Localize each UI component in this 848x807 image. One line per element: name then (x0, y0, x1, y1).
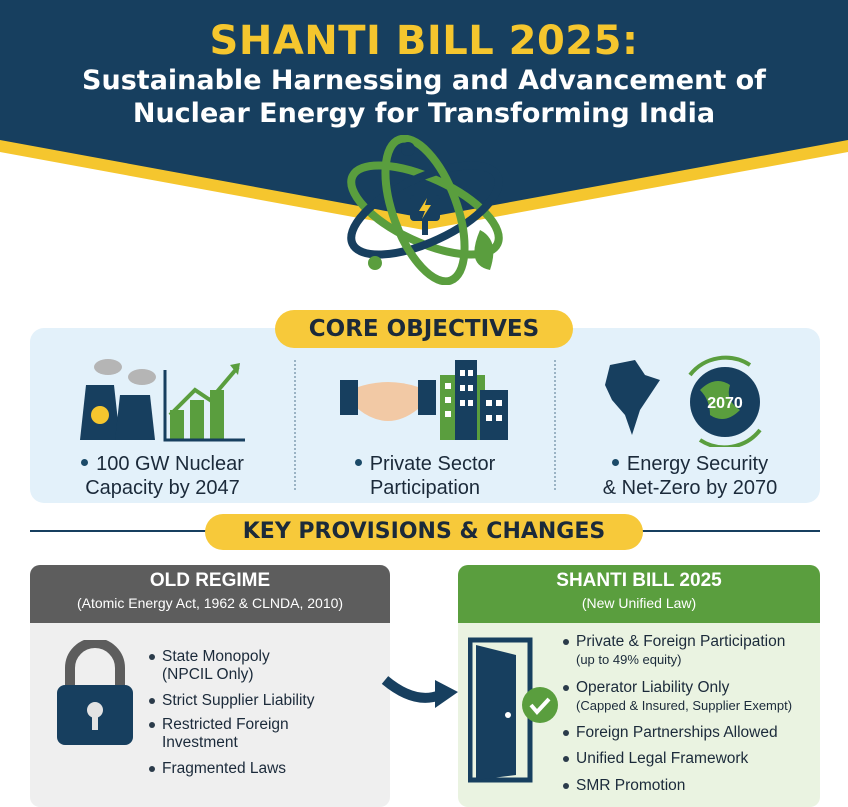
core-objectives-heading: CORE OBJECTIVES (275, 310, 573, 348)
new-item-4 (576, 750, 748, 768)
old-item-4-line-1: Fragmented Laws (162, 760, 287, 777)
objective-1-line-1: 100 GW Nuclear (96, 453, 244, 475)
arrow-right-icon (380, 660, 460, 720)
old-regime-subtitle: (Atomic Energy Act, 1962 & CLNDA, 2010) (76, 595, 344, 611)
nuclear-plant-chart-icon (70, 355, 250, 445)
globe-year-label: 2070 (707, 395, 743, 412)
new-law-subtitle: (New Unified Law) (581, 595, 697, 611)
new-item-5 (576, 777, 685, 795)
old-item-1-line-2: (NPCIL Only) (162, 666, 254, 683)
handshake-building-icon (340, 355, 520, 445)
old-item-2-line-1: Strict Supplier Liability (162, 692, 315, 709)
objective-3-text (570, 452, 810, 500)
old-item-1 (162, 648, 270, 684)
objective-2-line-2: Participation (369, 477, 481, 499)
new-item-1-line-2: (up to 49% equity) (576, 652, 682, 667)
objectives-divider-1 (294, 360, 296, 490)
open-door-check-icon (468, 635, 568, 785)
subtitle-line-1: Sustainable Harnessing and Advancement of (82, 65, 766, 96)
old-item-3-line-1: Restricted Foreign (162, 716, 289, 733)
objective-1-text (50, 452, 275, 500)
page-subtitle (0, 64, 848, 130)
atom-plug-icon (330, 135, 520, 285)
old-item-3-line-2: Investment (162, 734, 238, 751)
objectives-divider-2 (554, 360, 556, 490)
key-provisions-heading: KEY PROVISIONS & CHANGES (205, 514, 643, 550)
old-item-4 (162, 760, 286, 778)
objective-2-text (310, 452, 540, 500)
india-globe-icon (600, 355, 780, 447)
subtitle-line-2: Nuclear Energy for Transforming India (132, 98, 716, 129)
page-title: SHANTI BILL 2025: (209, 18, 639, 64)
new-item-2-line-1: Operator Liability Only (576, 679, 730, 696)
old-item-3 (162, 716, 289, 752)
old-item-2 (162, 692, 314, 710)
objective-2-line-1: Private Sector (369, 453, 496, 475)
old-regime-title: OLD REGIME (149, 570, 271, 591)
new-item-2 (576, 679, 792, 715)
new-item-3-line-1: Foreign Partnerships Allowed (576, 724, 778, 741)
objective-3-line-1: Energy Security (626, 453, 769, 475)
new-item-5-line-1: SMR Promotion (576, 777, 686, 794)
lock-icon (55, 640, 135, 750)
new-item-2-line-2: (Capped & Insured, Supplier Exempt) (576, 698, 793, 713)
new-item-4-line-1: Unified Legal Framework (576, 750, 749, 767)
new-item-1 (576, 633, 785, 669)
objective-1-line-2: Capacity by 2047 (85, 477, 240, 499)
new-law-title: SHANTI BILL 2025 (556, 570, 722, 591)
new-item-1-line-1: Private & Foreign Participation (576, 633, 786, 650)
new-item-3 (576, 724, 778, 742)
objective-3-line-2: & Net-Zero by 2070 (602, 477, 778, 499)
old-item-1-line-1: State Monopoly (162, 648, 270, 665)
